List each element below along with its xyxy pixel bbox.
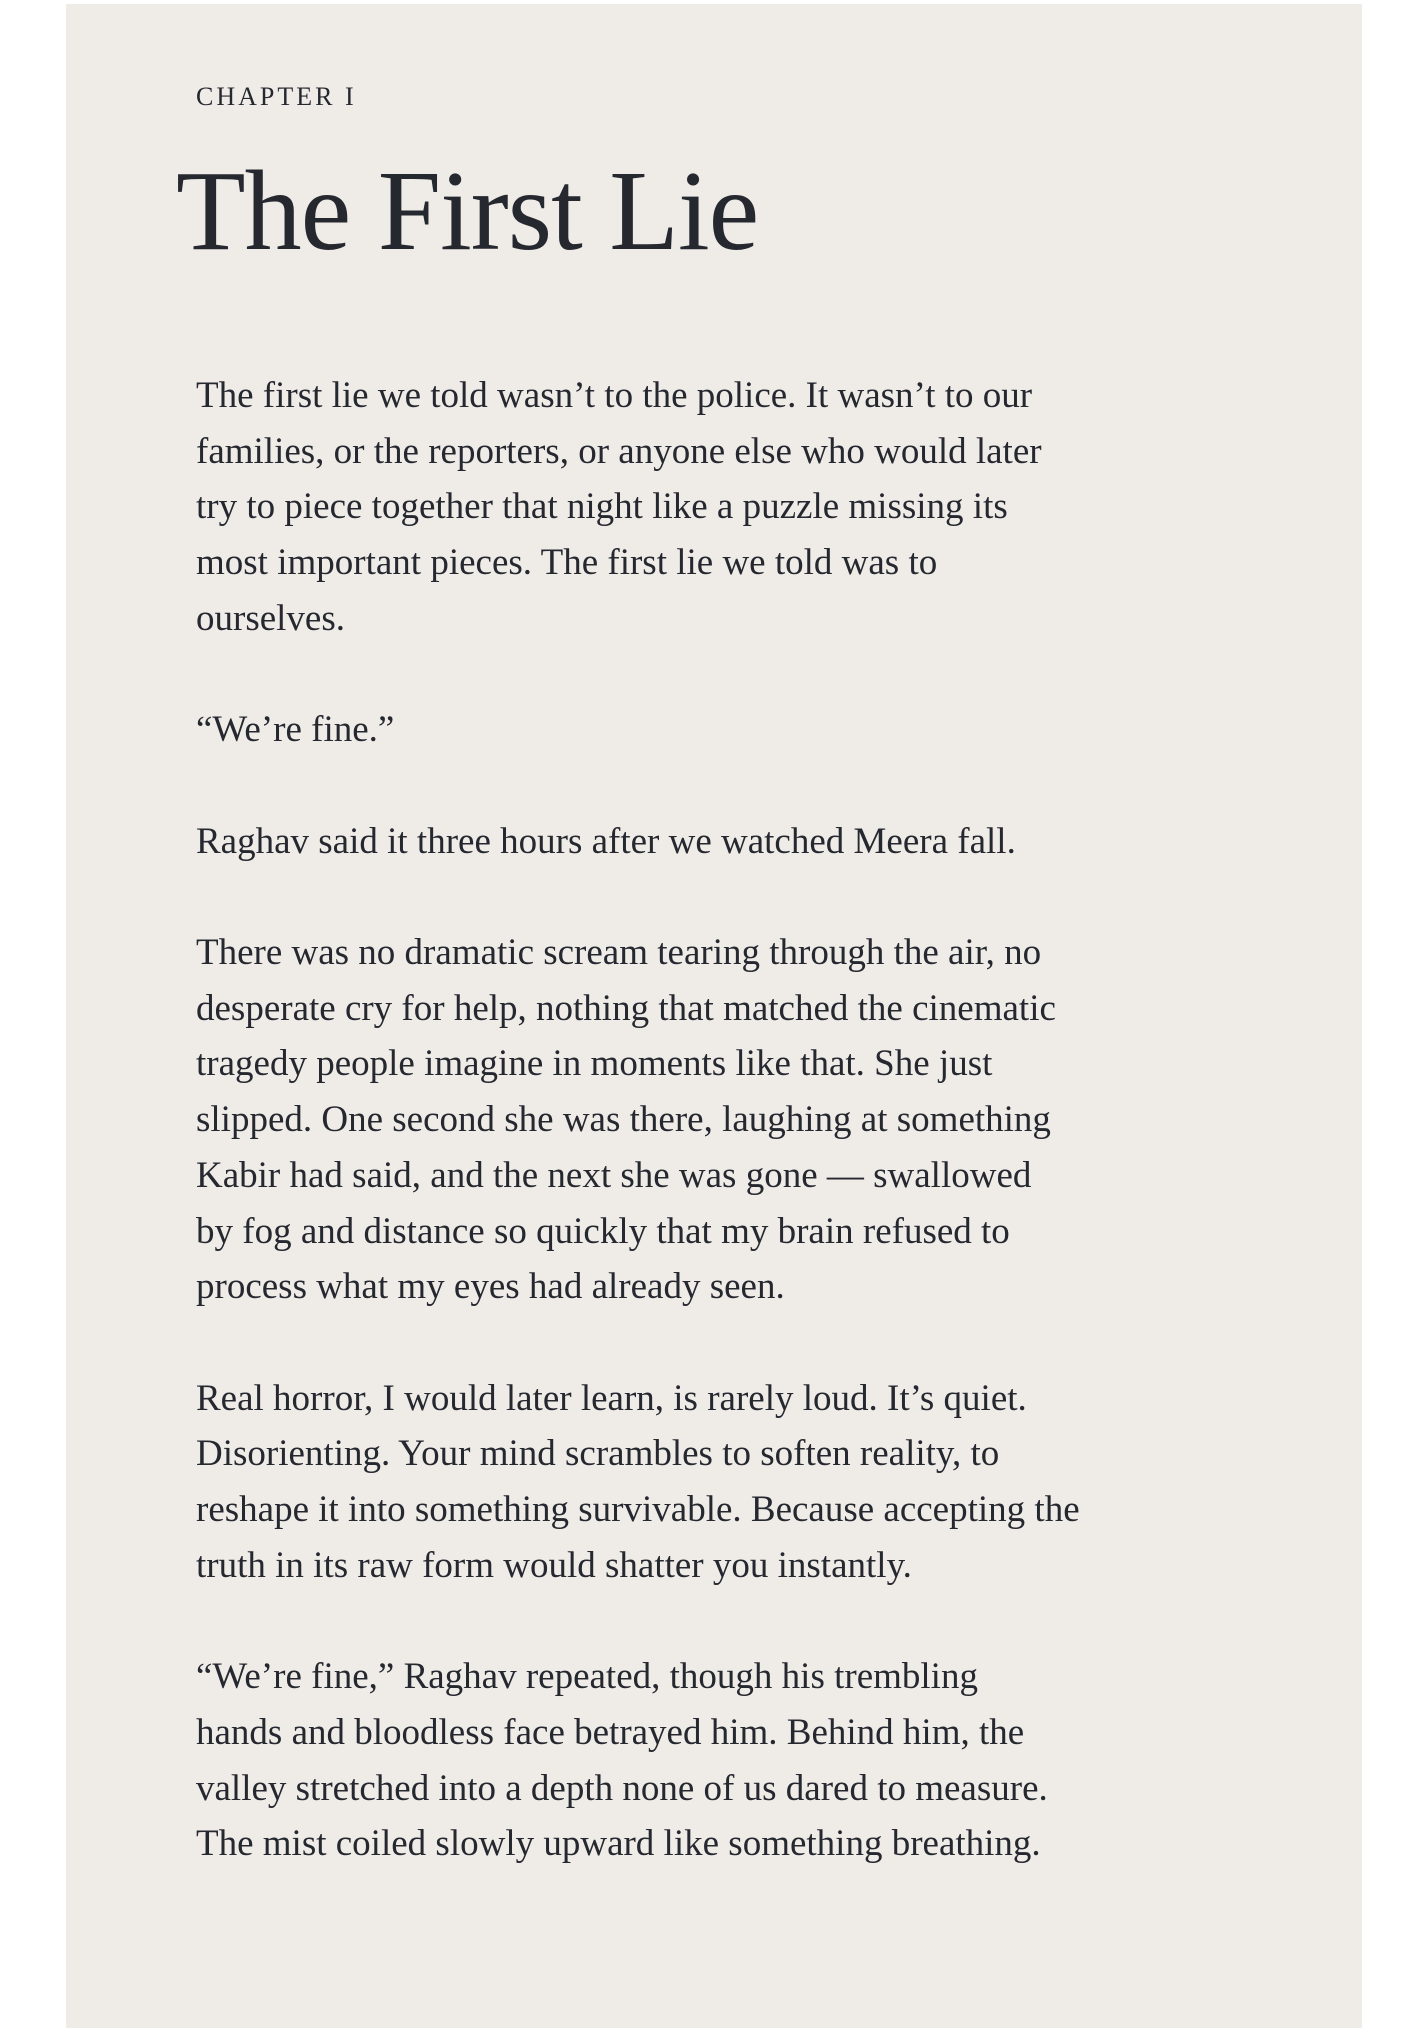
- paragraph: There was no dramatic scream tearing through the air, no desperate cry for help, nothing that matched the cinematic tragedy people imagine in moments like that. She just slipped. One second she was there, laughing at something Kabir had said, and the next she was gone — swallowed by fog and distance so quickly that my brain refused to process what my eyes had already seen.: [196, 931, 1056, 1308]
- chapter-body: [196, 368, 1276, 1928]
- chapter-title: The First Lie: [176, 147, 759, 274]
- paragraph: “We’re fine.”: [196, 709, 395, 751]
- paragraph: Real horror, I would later learn, is rarely loud. It’s quiet. Disorienting. Your mind scrambles to soften reality, to reshape it into something survivable. Because accepting the truth in its raw form would shatter you instantly.: [196, 1377, 1080, 1586]
- book-page: [66, 4, 1362, 2028]
- paragraph: The first lie we told wasn’t to the police. It wasn’t to our families, or the reporters, or anyone else who would later try to piece together that night like a puzzle missing its most important pieces. The first lie we told was to ourselves.: [196, 375, 1042, 639]
- paragraph: Raghav said it three hours after we watched Meera fall.: [196, 820, 1016, 862]
- paragraph: “We’re fine,” Raghav repeated, though his trembling hands and bloodless face betrayed him. Behind him, the valley stretched into a depth none of us dared to measure. The mist coiled slowly upward like something breathing.: [196, 1656, 1048, 1865]
- chapter-label: CHAPTER I: [196, 82, 357, 111]
